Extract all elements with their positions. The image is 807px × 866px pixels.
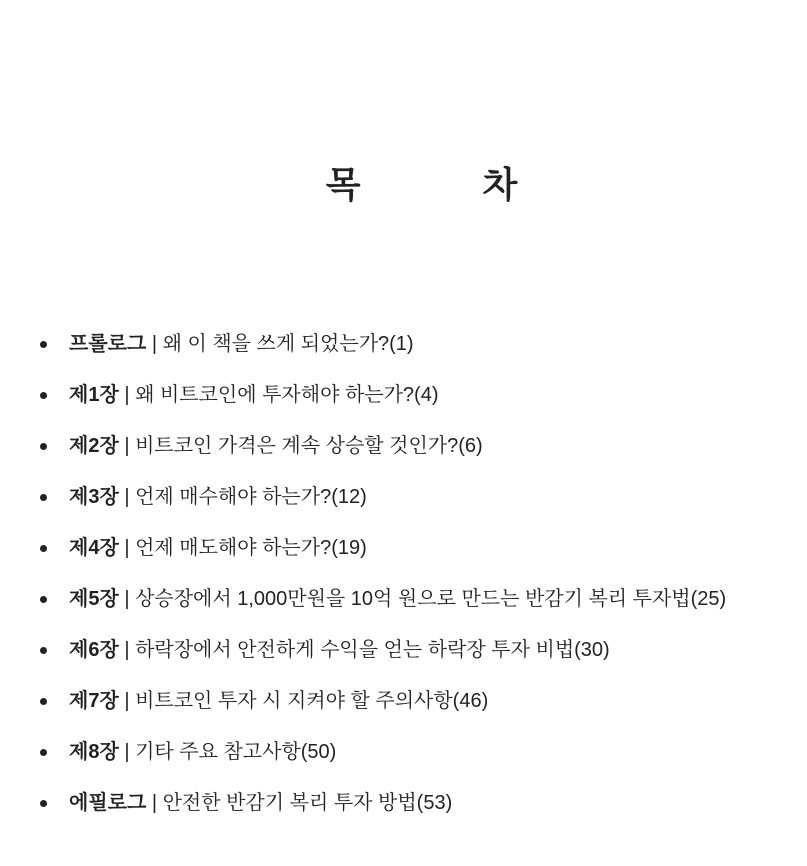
toc-separator: |: [146, 792, 163, 814]
table-of-contents: [40, 325, 726, 835]
toc-text: 비트코인 투자 시 지켜야 할 주의사항(46): [135, 690, 489, 712]
toc-separator: |: [118, 639, 136, 661]
toc-separator: |: [118, 537, 136, 559]
toc-label: 제8장: [69, 741, 119, 763]
toc-item-prologue: [40, 325, 726, 376]
toc-label: 제7장: [69, 690, 119, 712]
toc-item-chapter-5: [40, 580, 726, 631]
bullet-icon: [40, 749, 47, 756]
toc-text: 비트코인 가격은 계속 상승할 것인가?(6): [135, 435, 483, 457]
toc-item-epilogue: [40, 784, 726, 835]
toc-text: 상승장에서 1,000만원을 10억 원으로 만드는 반감기 복리 투자법(25): [135, 588, 727, 610]
toc-text: 하락장에서 안전하게 수익을 얻는 하락장 투자 비법(30): [135, 639, 610, 661]
toc-label: 제6장: [69, 639, 119, 661]
bullet-icon: [40, 698, 47, 705]
toc-label: 프롤로그: [69, 333, 147, 355]
page-title: 목 차: [325, 164, 520, 206]
toc-separator: |: [118, 384, 136, 406]
toc-item-chapter-3: [40, 478, 726, 529]
bullet-icon: [40, 341, 47, 348]
bullet-icon: [40, 494, 47, 501]
toc-item-chapter-7: [40, 682, 726, 733]
toc-label: 제3장: [69, 486, 119, 508]
toc-text: 언제 매도해야 하는가?(19): [135, 537, 367, 559]
bullet-icon: [40, 392, 47, 399]
bullet-icon: [40, 443, 47, 450]
toc-separator: |: [118, 435, 136, 457]
bullet-icon: [40, 545, 47, 552]
toc-separator: |: [118, 486, 136, 508]
toc-separator: |: [118, 690, 136, 712]
toc-label: 제5장: [69, 588, 119, 610]
toc-text: 왜 이 책을 쓰게 되었는가?(1): [162, 333, 414, 355]
bullet-icon: [40, 647, 47, 654]
bullet-icon: [40, 596, 47, 603]
toc-item-chapter-6: [40, 631, 726, 682]
toc-item-chapter-4: [40, 529, 726, 580]
toc-separator: |: [146, 333, 163, 355]
toc-separator: |: [118, 741, 136, 763]
toc-label: 제2장: [69, 435, 119, 457]
toc-separator: |: [118, 588, 136, 610]
toc-label: 제1장: [69, 384, 119, 406]
bullet-icon: [40, 800, 47, 807]
toc-text: 왜 비트코인에 투자해야 하는가?(4): [135, 384, 439, 406]
toc-item-chapter-8: [40, 733, 726, 784]
toc-item-chapter-1: [40, 376, 726, 427]
toc-label: 제4장: [69, 537, 119, 559]
toc-item-chapter-2: [40, 427, 726, 478]
toc-label: 에필로그: [69, 792, 147, 814]
toc-text: 안전한 반감기 복리 투자 방법(53): [162, 792, 453, 814]
toc-text: 언제 매수해야 하는가?(12): [135, 486, 367, 508]
toc-text: 기타 주요 참고사항(50): [135, 741, 337, 763]
